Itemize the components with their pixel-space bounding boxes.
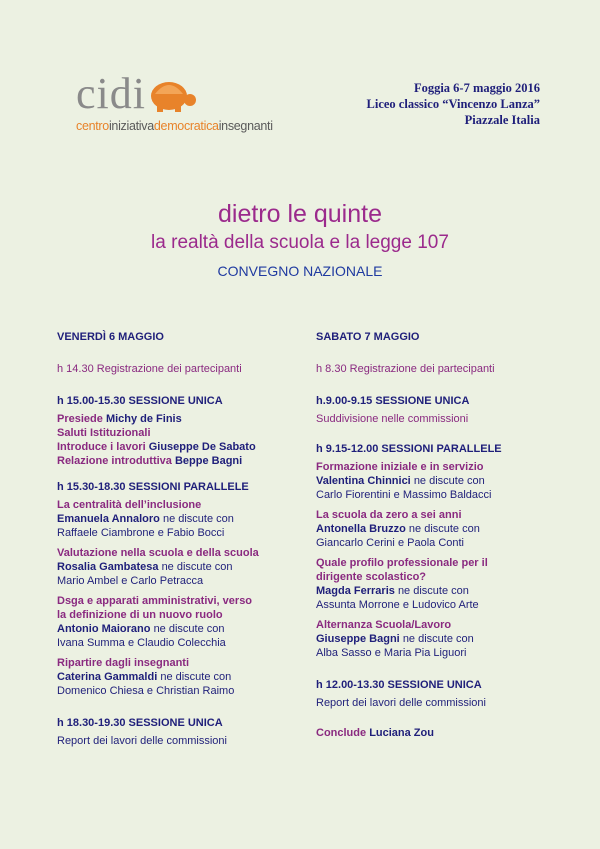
event-label: CONVEGNO NAZIONALE	[217, 263, 383, 279]
saturday-session1-title: h.9.00-9.15 SESSIONE UNICA	[316, 395, 470, 407]
page-subtitle: la realtà della scuola e la legge 107	[151, 232, 449, 253]
group-title: Quale profilo professionale per il	[316, 557, 488, 569]
friday-session1-title: h 15.00-15.30 SESSIONE UNICA	[57, 395, 223, 407]
saturday-session3-text: Report dei lavori delle commissioni	[316, 697, 486, 709]
saturday-session3-title: h 12.00-13.30 SESSIONE UNICA	[316, 679, 482, 691]
friday-group-insegnanti: Ripartire dagli insegnanti Caterina Gammaldi ne discute con Domenico Chiesa e Christian Raimo	[57, 656, 297, 698]
saturday-group-zero-sei: La scuola da zero a sei anni Antonella Bruzzo ne discute con Giancarlo Cerini e Paola Conti	[316, 508, 556, 550]
saturday-registration: h 8.30 Registrazione dei partecipanti	[316, 363, 495, 375]
tagline-part: centro	[76, 119, 109, 133]
friday-program	[57, 330, 297, 748]
saturday-group-alternanza: Alternanza Scuola/Lavoro Giuseppe Bagni ne discute con Alba Sasso e Maria Pia Liguori	[316, 618, 556, 660]
friday-session3-text: Report dei lavori delle commissioni	[57, 735, 227, 747]
venue-date: Foggia 6-7 maggio 2016	[413, 81, 540, 95]
venue-info	[367, 80, 540, 128]
venue-school: Liceo classico “Vincenzo Lanza”	[366, 97, 540, 111]
friday-session1-line: Presiede Michy de Finis	[57, 413, 182, 425]
saturday-session1-text: Suddivisione nelle commissioni	[316, 413, 469, 425]
saturday-program	[316, 330, 556, 740]
group-title: La scuola da zero a sei anni	[316, 509, 462, 521]
friday-registration: h 14.30 Registrazione dei partecipanti	[57, 363, 242, 375]
venue-address: Piazzale Italia	[464, 113, 540, 127]
friday-session1-line: Saluti Istituzionali	[57, 427, 151, 439]
friday-group-valutazione: Valutazione nella scuola e della scuola Rosalia Gambatesa ne discute con Mario Ambel e Carlo Petracca	[57, 546, 297, 588]
group-title: la definizione di un nuovo ruolo	[57, 609, 223, 621]
saturday-group-formazione: Formazione iniziale e in servizio Valentina Chinnici ne discute con Carlo Fiorentini e Massimo Baldacci	[316, 460, 556, 502]
group-title: dirigente scolastico?	[316, 571, 427, 583]
group-title: Ripartire dagli insegnanti	[57, 657, 190, 669]
friday-group-dsga: Dsga e apparati amministrativi, verso la definizione di un nuovo ruolo Antonio Maiorano ne discute con Ivana Summa e Claudio Colecchia	[57, 594, 297, 650]
friday-session1-line: Introduce i lavori Giuseppe De Sabato	[57, 441, 256, 453]
friday-session2-title: h 15.30-18.30 SESSIONI PARALLELE	[57, 481, 249, 493]
saturday-conclusion: Conclude Luciana Zou	[316, 727, 434, 739]
tagline-part: democratica	[153, 119, 219, 133]
tagline-part: iniziativa	[108, 119, 154, 133]
group-title: La centralità dell’inclusione	[57, 499, 202, 511]
group-title: Formazione iniziale e in servizio	[316, 461, 484, 473]
group-title: Alternanza Scuola/Lavoro	[316, 619, 452, 631]
page-title: dietro le quinte	[217, 200, 382, 228]
friday-session3-title: h 18.30-19.30 SESSIONE UNICA	[57, 717, 223, 729]
group-title: Dsga e apparati amministrativi, verso	[57, 595, 253, 607]
turtle-logo-icon	[147, 74, 199, 114]
saturday-session2-title: h 9.15-12.00 SESSIONI PARALLELE	[316, 443, 502, 455]
friday-group-inclusione: La centralità dell’inclusione Emanuela Annaloro ne discute con Raffaele Ciambrone e Fabio Bocci	[57, 498, 297, 540]
logo-wordmark: cidi	[76, 69, 146, 118]
group-title: Valutazione nella scuola e della scuola	[57, 547, 259, 559]
logo-tagline	[76, 119, 273, 133]
friday-day: VENERDÌ 6 MAGGIO	[57, 331, 164, 343]
saturday-group-dirigente: Quale profilo professionale per il dirigente scolastico? Magda Ferraris ne discute con Assunta Morrone e Ludovico Arte	[316, 556, 556, 612]
tagline-part: insegnanti	[218, 119, 273, 133]
saturday-day: SABATO 7 MAGGIO	[316, 331, 420, 343]
friday-session1-line: Relazione introduttiva Beppe Bagni	[57, 455, 243, 467]
